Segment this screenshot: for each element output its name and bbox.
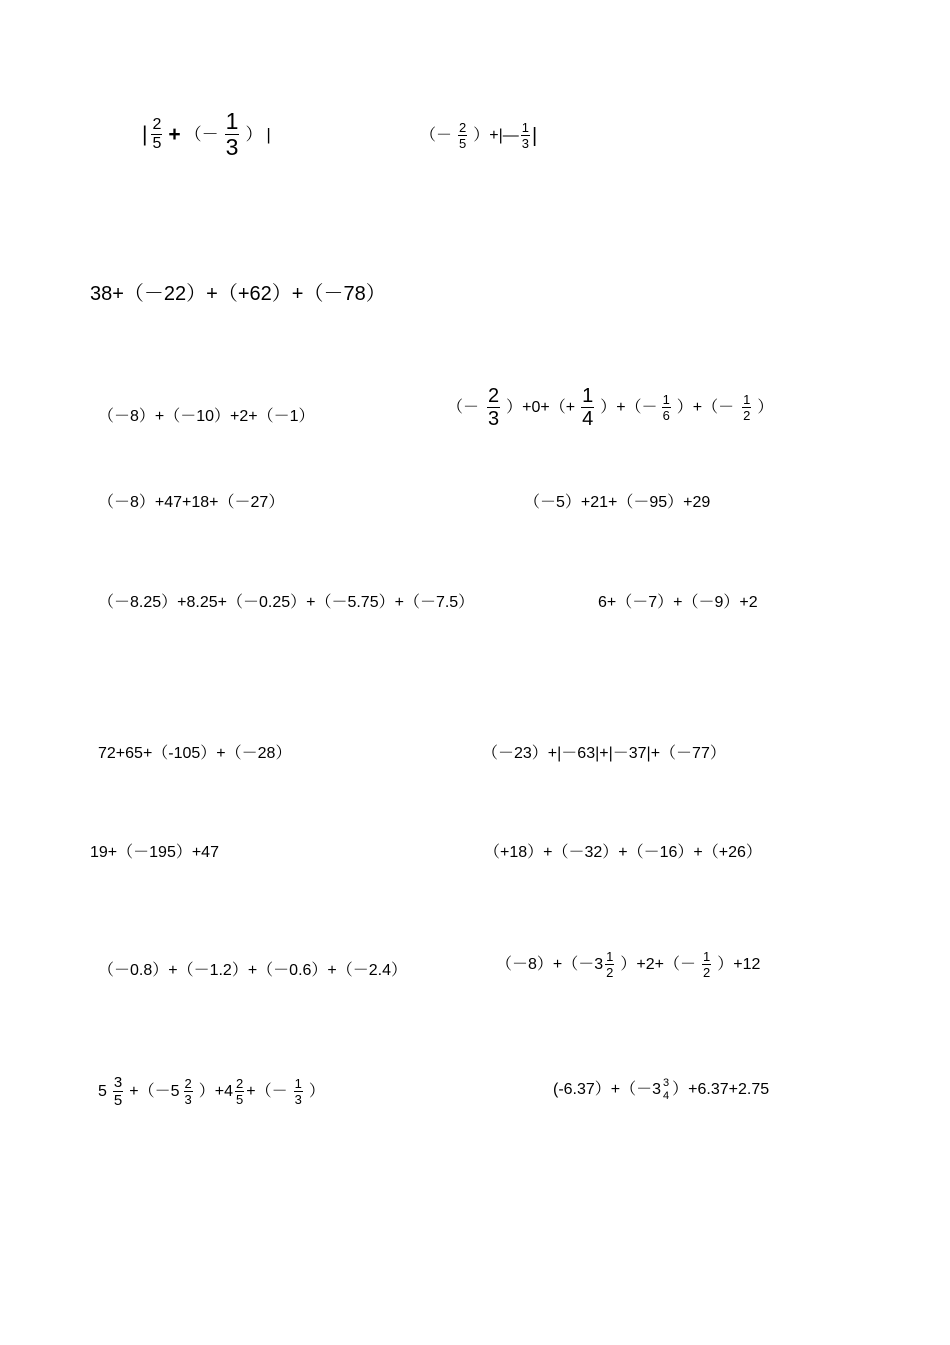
problem-2 (420, 121, 537, 150)
fraction (113, 1075, 123, 1108)
numerator: 3 (663, 1077, 670, 1089)
expr-text: （－0.8）+（－1.2）+（－0.6）+（－2.4） (98, 962, 408, 979)
denominator: 3 (521, 136, 529, 151)
numerator: 2 (235, 1076, 244, 1091)
fraction (458, 121, 467, 150)
fraction (662, 393, 671, 422)
expr-text: 6+（－7）+（－9）+2 (598, 594, 758, 611)
problem-6 (98, 495, 284, 511)
expr-text: （+18）+（－32）+（－16）+（+26） (484, 844, 762, 861)
fraction (581, 386, 594, 429)
expr-text: （－8.25）+8.25+（－0.25）+（－5.75）+（－7.5） (98, 594, 475, 611)
expr-text: （－8）+（－10）+2+（－1） (98, 408, 315, 425)
denominator: 5 (113, 1092, 123, 1109)
denominator: 3 (184, 1092, 192, 1107)
expr-part: | (532, 124, 538, 147)
expr-part: +（－5 (129, 1082, 180, 1100)
denominator: 6 (662, 408, 670, 423)
fraction (521, 121, 530, 150)
denominator: 3 (294, 1092, 302, 1107)
problem-13 (484, 845, 762, 861)
denominator: 2 (702, 965, 711, 980)
fraction (225, 110, 240, 159)
problem-8 (98, 595, 474, 611)
denominator: 4 (663, 1090, 670, 1102)
plus-sign: + (168, 123, 181, 146)
expr-part: ）+0+（+ (506, 398, 576, 416)
fraction (235, 1077, 244, 1106)
problem-7 (524, 495, 710, 511)
numerator: 2 (152, 116, 162, 133)
numerator: 1 (702, 949, 711, 964)
expr-part: ） (757, 398, 774, 416)
fraction (487, 386, 500, 429)
problem-12 (90, 845, 219, 861)
expr-part: (-6.37）+（－3 (553, 1081, 662, 1098)
fraction (742, 393, 751, 422)
problem-3 (90, 284, 386, 304)
expr-text: （－23）+|－63|+|－37|+（－77） (482, 745, 726, 762)
expr-part: ）+4 (198, 1082, 233, 1100)
expr-part: 5 (98, 1082, 107, 1100)
expr-part: +（－ (246, 1082, 288, 1100)
numerator: 2 (184, 1076, 192, 1091)
numerator: 1 (294, 1076, 302, 1091)
fraction (294, 1077, 303, 1106)
expr-part: ）+（－ (600, 398, 658, 416)
denominator: 2 (743, 408, 751, 423)
numerator: 1 (225, 108, 239, 134)
expr-part: ）+12 (717, 955, 761, 973)
paren-close: ）| (245, 125, 275, 144)
problem-14 (98, 963, 407, 979)
fraction (605, 950, 614, 979)
numerator: 2 (459, 120, 467, 135)
denominator: 2 (606, 965, 614, 980)
expr-part: ） (308, 1082, 325, 1100)
problem-17 (553, 1078, 769, 1102)
denominator: 5 (235, 1092, 244, 1107)
problem-9 (598, 595, 758, 611)
fraction (702, 950, 711, 979)
expr-text: 19+（－195）+47 (90, 844, 219, 861)
denominator: 3 (488, 408, 500, 430)
problem-16 (98, 1075, 325, 1108)
denominator: 4 (582, 408, 594, 430)
numerator: 2 (488, 385, 500, 407)
expr-part: ）+2+（－ (620, 955, 696, 973)
fraction (151, 117, 162, 152)
numerator: 1 (606, 949, 614, 964)
problem-15 (496, 950, 760, 979)
numerator: 1 (662, 392, 670, 407)
problem-5 (447, 386, 773, 429)
problem-10 (98, 746, 291, 762)
denominator: 5 (459, 136, 467, 151)
expr-text: （－5）+21+（－95）+29 (524, 494, 711, 511)
expr-part: ）+|— (473, 126, 519, 144)
fraction (662, 1078, 670, 1102)
expr-part: ）+6.37+2.75 (672, 1081, 770, 1098)
expr-text: 38+（－22）+（+62）+（－78） (90, 283, 386, 305)
expr-text: （－8）+47+18+（－27） (98, 494, 285, 511)
paren-open: （－ (184, 125, 219, 144)
problem-11 (482, 746, 726, 762)
problem-4 (98, 409, 315, 425)
numerator: 1 (743, 392, 751, 407)
numerator: 1 (582, 385, 594, 407)
expr-text: 72+65+（-105）+（－28） (98, 745, 292, 762)
fraction (184, 1077, 193, 1106)
numerator: 3 (113, 1074, 123, 1091)
problem-1 (140, 110, 275, 159)
expr-part: （－8）+（－3 (496, 955, 604, 973)
abs-bar-open: | (142, 123, 148, 146)
expr-part: ）+（－ (676, 398, 735, 416)
denominator: 3 (225, 134, 239, 160)
numerator: 1 (521, 120, 529, 135)
expr-part: （－ (447, 398, 480, 416)
expr-part: （－ (420, 126, 453, 144)
denominator: 5 (152, 135, 162, 152)
